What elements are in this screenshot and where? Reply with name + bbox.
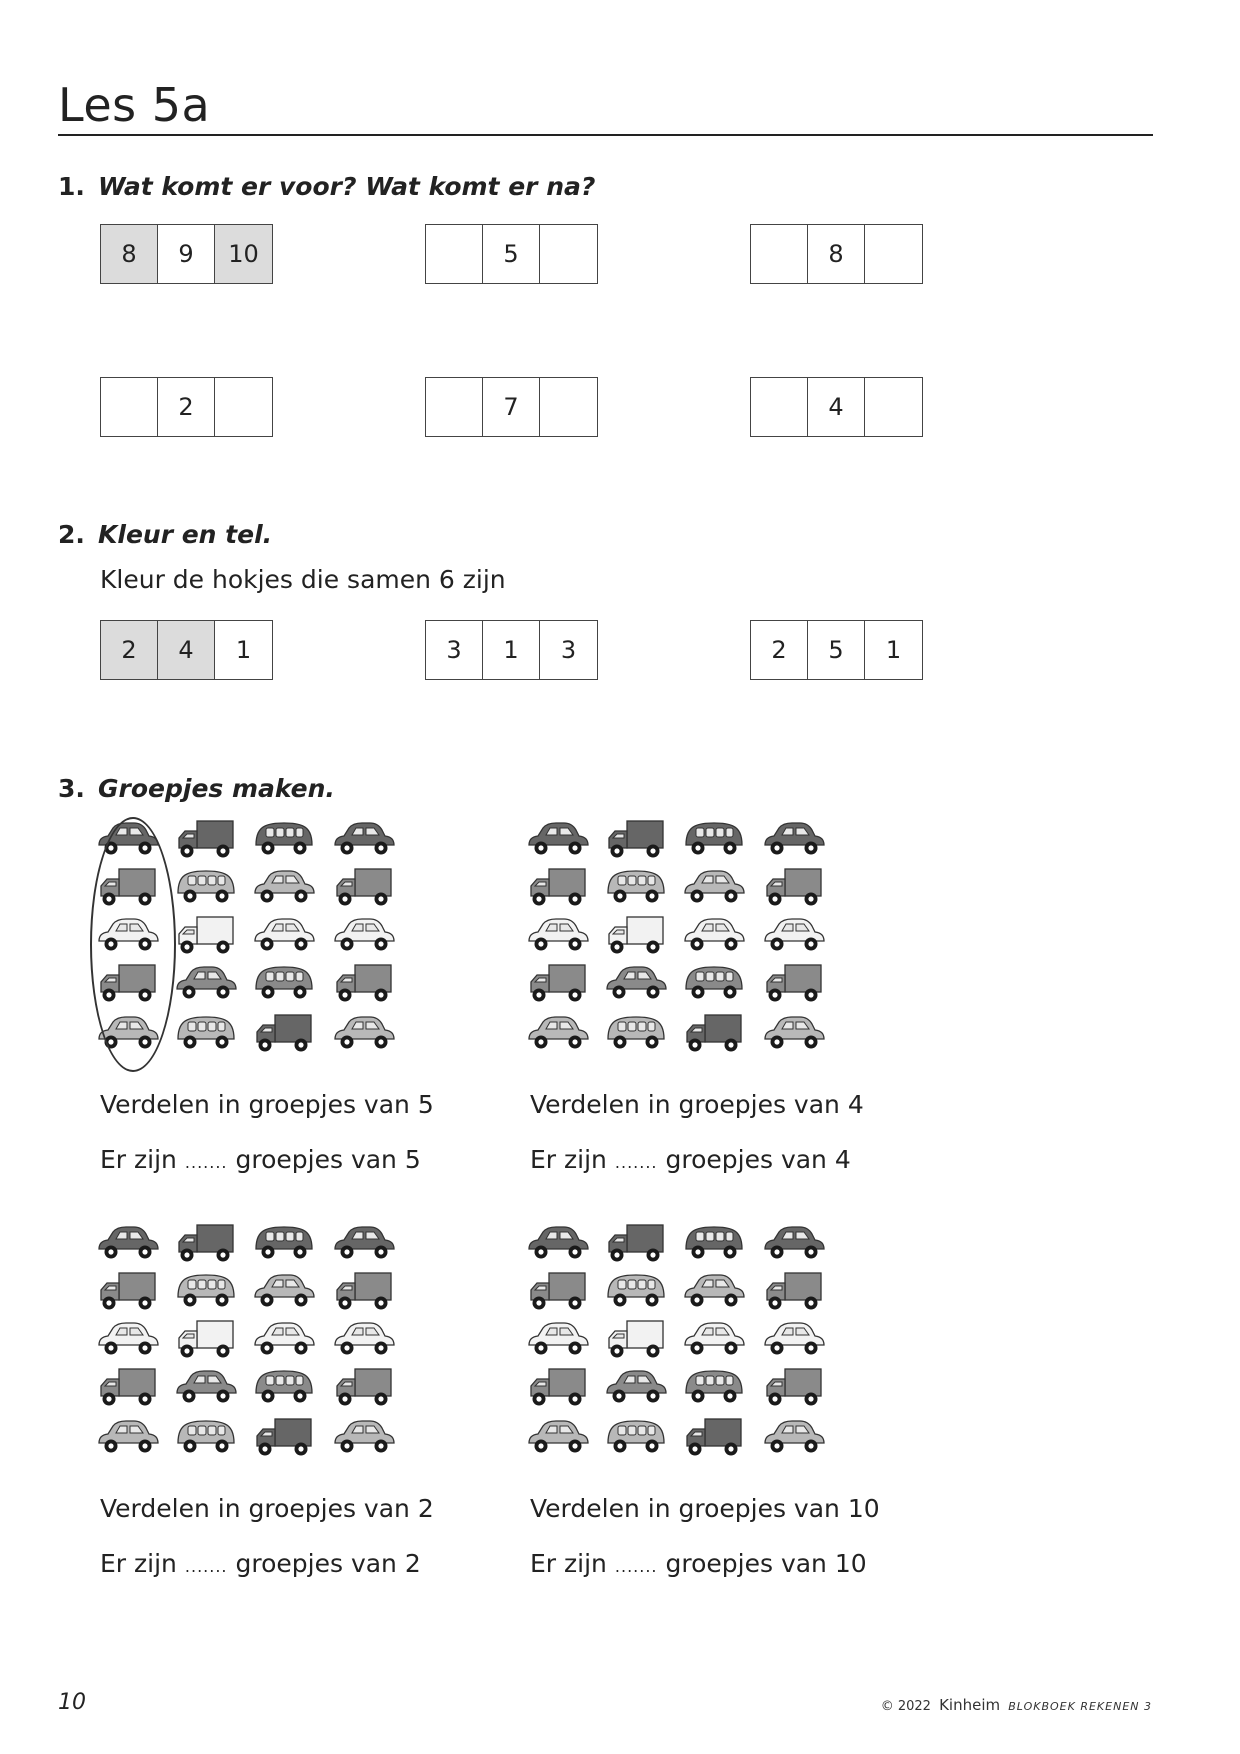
empty-answer-box[interactable]	[426, 378, 483, 436]
vehicle-grid-2	[525, 818, 855, 1058]
exercise-3-title: Groepjes maken.	[98, 774, 335, 803]
exercise-2-number: 2.	[58, 520, 85, 549]
number-box: 2	[101, 621, 158, 679]
number-box-group	[100, 620, 273, 680]
vehicle-grid-3	[95, 1222, 425, 1462]
number-box: 3	[426, 621, 483, 679]
answer-prefix: Er zijn	[530, 1549, 607, 1578]
answer-prefix: Er zijn	[100, 1549, 177, 1578]
divide-text-2: Verdelen in groepjes van 4	[530, 1090, 864, 1119]
number-box: 5	[808, 621, 865, 679]
empty-answer-box[interactable]	[865, 378, 922, 436]
title-rule	[58, 134, 1153, 136]
answer-suffix: groepjes van 2	[235, 1549, 421, 1578]
number-box: 4	[808, 378, 865, 436]
divide-text-1: Verdelen in groepjes van 5	[100, 1090, 434, 1119]
answer-blank[interactable]: .......	[184, 1557, 228, 1576]
empty-answer-box[interactable]	[751, 225, 808, 283]
answer-line-2	[530, 1145, 851, 1174]
answer-line-4	[530, 1549, 867, 1578]
number-box: 1	[235, 636, 252, 664]
divide-text-3: Verdelen in groepjes van 2	[100, 1494, 434, 1523]
answer-line-3	[100, 1549, 421, 1578]
number-box: 3	[560, 636, 577, 664]
exercise-2-instruction: Kleur de hokjes die samen 6 zijn	[100, 565, 506, 594]
exercise-1-heading	[58, 172, 595, 201]
exercise-3-number: 3.	[58, 774, 85, 803]
publisher: Kinheim	[939, 1696, 1001, 1714]
footer-credit	[881, 1696, 1152, 1714]
answer-prefix: Er zijn	[530, 1145, 607, 1174]
number-box-group	[425, 620, 598, 680]
answer-blank[interactable]: .......	[184, 1153, 228, 1172]
answer-blank[interactable]: .......	[614, 1153, 658, 1172]
exercise-1-number: 1.	[58, 172, 85, 201]
number-box: 10	[215, 225, 272, 283]
number-box-group	[750, 620, 923, 680]
number-box: 8	[101, 225, 158, 283]
lesson-title: Les 5a	[58, 78, 211, 132]
number-box: 9	[158, 225, 215, 283]
answer-prefix: Er zijn	[100, 1145, 177, 1174]
copyright: © 2022	[880, 1699, 931, 1714]
number-box-group	[100, 224, 273, 284]
number-box: 1	[885, 636, 902, 664]
answer-blank[interactable]: .......	[614, 1557, 658, 1576]
number-box: 1	[483, 621, 540, 679]
empty-answer-box[interactable]	[215, 378, 272, 436]
number-box: 2	[751, 621, 808, 679]
answer-suffix: groepjes van 4	[665, 1145, 851, 1174]
example-group-circle	[90, 817, 176, 1072]
number-box-group	[425, 224, 598, 284]
number-box: 8	[808, 225, 865, 283]
answer-suffix: groepjes van 10	[665, 1549, 867, 1578]
page-number: 10	[58, 1690, 86, 1715]
empty-answer-box[interactable]	[540, 378, 597, 436]
number-box-group	[100, 377, 273, 437]
empty-answer-box[interactable]	[101, 378, 158, 436]
exercise-1-title: Wat komt er voor? Wat komt er na?	[98, 172, 596, 201]
empty-answer-box[interactable]	[865, 225, 922, 283]
number-box: 5	[483, 225, 540, 283]
number-box: 2	[158, 378, 215, 436]
vehicle-grid-4	[525, 1222, 855, 1462]
number-box: 7	[483, 378, 540, 436]
answer-suffix: groepjes van 5	[235, 1145, 421, 1174]
number-box: 4	[158, 621, 215, 679]
empty-answer-box[interactable]	[540, 225, 597, 283]
number-box-group	[750, 224, 923, 284]
empty-answer-box[interactable]	[751, 378, 808, 436]
exercise-2-title: Kleur en tel.	[98, 520, 273, 549]
exercise-3-heading	[58, 774, 335, 803]
book-title: BLOKBOEK REKENEN 3	[1008, 1700, 1152, 1713]
empty-answer-box[interactable]	[426, 225, 483, 283]
number-box-group	[425, 377, 598, 437]
exercise-2-heading	[58, 520, 272, 549]
answer-line-1	[100, 1145, 421, 1174]
divide-text-4: Verdelen in groepjes van 10	[530, 1494, 880, 1523]
number-box-group	[750, 377, 923, 437]
